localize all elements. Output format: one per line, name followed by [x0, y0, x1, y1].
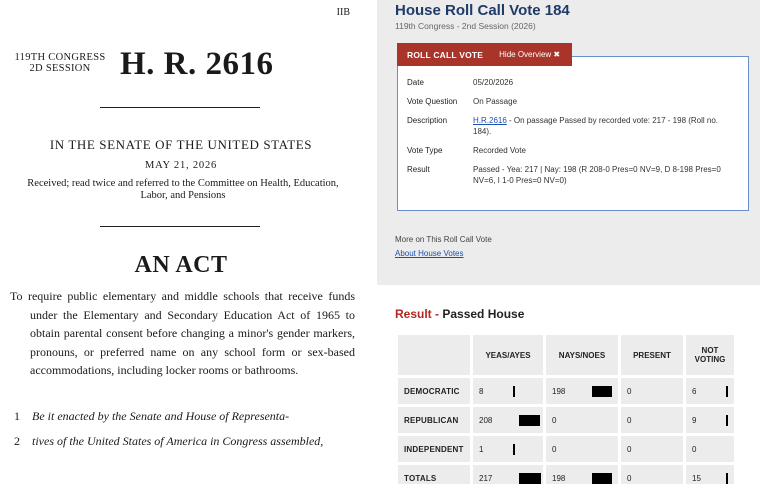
- present-cell: 0: [621, 465, 683, 484]
- act-heading: AN ACT: [134, 252, 228, 278]
- nays-cell: [546, 378, 618, 404]
- col-header-yeas: YEAS/AYES: [473, 335, 543, 375]
- not-voting-bar: [726, 386, 728, 397]
- yeas-cell: [473, 407, 543, 433]
- not-voting-cell: [686, 378, 734, 404]
- bill-page: [0, 0, 372, 484]
- yeas-value: 217: [479, 473, 493, 483]
- overview-table: [407, 73, 735, 190]
- row-value: On Passage: [473, 97, 518, 106]
- not-voting-cell: [686, 465, 734, 484]
- overview-row: [407, 111, 735, 141]
- nays-value: 198: [552, 386, 566, 396]
- not-voting-bar: [726, 473, 728, 484]
- chamber-heading: IN THE SENATE OF THE UNITED STATES: [49, 137, 313, 152]
- not-voting-value: 9: [692, 415, 697, 425]
- not-voting-value: 15: [692, 473, 701, 483]
- present-cell: 0: [621, 378, 683, 404]
- bill-number: H. R. 2616: [120, 46, 274, 82]
- result-heading: [395, 307, 524, 321]
- yeas-value: 8: [479, 386, 484, 396]
- divider: [100, 226, 260, 227]
- overview-card: [397, 56, 749, 211]
- referral-text: Received; read twice and referred to the Committee on Health, Education, Labor, and Pensions: [27, 178, 339, 201]
- yeas-bar: [513, 444, 515, 455]
- yeas-bar: [513, 386, 515, 397]
- line-number: 1: [14, 409, 20, 423]
- overview-row: [407, 141, 735, 160]
- description-text: - On passage Passed by recorded vote: 217 - 198 (Roll no. 184).: [473, 116, 719, 136]
- yeas-cell: [473, 465, 543, 484]
- nays-cell: [546, 465, 618, 484]
- header-blank: [398, 335, 470, 375]
- party-cell: INDEPENDENT: [398, 436, 470, 462]
- row-key: Vote Type: [407, 146, 443, 155]
- row-value: [473, 111, 735, 141]
- not-voting-value: 0: [692, 444, 697, 454]
- row-key: Vote Question: [407, 97, 458, 106]
- session-line: 2D SESSION: [29, 63, 91, 74]
- party-cell: TOTALS: [398, 465, 470, 484]
- congress-line: 119TH CONGRESS: [14, 52, 106, 63]
- yeas-cell: [473, 436, 543, 462]
- table-row: [398, 407, 734, 433]
- result-sep: -: [431, 307, 443, 321]
- present-cell: 0: [621, 407, 683, 433]
- nays-cell: [546, 407, 618, 433]
- col-header-not-voting: NOT VOTING: [686, 335, 734, 375]
- about-house-votes-link[interactable]: About House Votes: [395, 249, 464, 258]
- overview-row: [407, 92, 735, 111]
- result-label: Result: [395, 307, 432, 321]
- vote-totals-table: [395, 332, 737, 484]
- bill-date: MAY 21, 2026: [144, 160, 218, 171]
- table-row: [398, 436, 734, 462]
- not-voting-bar: [726, 415, 728, 426]
- nays-bar: [592, 473, 612, 484]
- nays-value: 0: [552, 444, 557, 454]
- col-header-present: PRESENT: [621, 335, 683, 375]
- session-label: [10, 52, 110, 74]
- table-row: [398, 378, 734, 404]
- nays-value: 198: [552, 473, 566, 483]
- overview-row: [407, 73, 735, 92]
- nays-value: 0: [552, 415, 557, 425]
- present-cell: 0: [621, 436, 683, 462]
- divider: [100, 107, 260, 108]
- party-cell: DEMOCRATIC: [398, 378, 470, 404]
- row-value: Passed - Yea: 217 | Nay: 198 (R 208-0 Pres=0 NV=9, D 8-198 Pres=0 NV=6, I 1-0 Pres=0 NV=0): [473, 165, 721, 185]
- overview-row: [407, 160, 735, 190]
- not-voting-value: 6: [692, 386, 697, 396]
- row-key: Description: [407, 116, 448, 125]
- yeas-value: 1: [479, 444, 484, 454]
- not-voting-cell: [686, 436, 734, 462]
- page-mark: IIB: [336, 7, 350, 18]
- table-row: [398, 465, 734, 484]
- yeas-value: 208: [479, 415, 493, 425]
- not-voting-cell: [686, 407, 734, 433]
- result-outcome: Passed House: [442, 307, 525, 321]
- overview-tabs: [397, 43, 572, 66]
- roll-call-panel: [377, 0, 760, 285]
- bill-link[interactable]: H.R.2616: [473, 116, 507, 125]
- hide-overview-button[interactable]: Hide Overview ✖: [499, 50, 561, 59]
- page-title: House Roll Call Vote 184: [395, 2, 570, 19]
- line-text: Be it enacted by the Senate and House of Representa-: [32, 409, 290, 423]
- line-number: 2: [14, 434, 20, 448]
- more-heading: More on This Roll Call Vote: [395, 235, 492, 244]
- row-value: Recorded Vote: [473, 146, 526, 155]
- table-header-row: [398, 335, 734, 375]
- result-panel: [377, 285, 760, 484]
- nays-cell: [546, 436, 618, 462]
- nays-bar: [592, 386, 612, 397]
- row-value: 05/20/2026: [473, 78, 514, 87]
- page-subtitle: 119th Congress - 2nd Session (2026): [395, 21, 536, 31]
- tab-roll-call-vote[interactable]: ROLL CALL VOTE: [407, 49, 484, 60]
- party-cell: REPUBLICAN: [398, 407, 470, 433]
- yeas-cell: [473, 378, 543, 404]
- line-text: tives of the United States of America in Congress assembled,: [32, 434, 324, 448]
- col-header-nays: NAYS/NOES: [546, 335, 618, 375]
- row-key: Result: [407, 165, 430, 174]
- row-key: Date: [407, 78, 424, 87]
- yeas-bar: [519, 415, 540, 426]
- yeas-bar: [519, 473, 541, 484]
- purpose-text: To require public elementary and middle schools that receive funds under the Elementary and Secondary Education Act of 1965 to obtain parental consent before changing a minor's gender markers, pronouns, or preferred name on any school form or sex-based accommodations, including locker rooms or bathrooms.: [10, 289, 355, 378]
